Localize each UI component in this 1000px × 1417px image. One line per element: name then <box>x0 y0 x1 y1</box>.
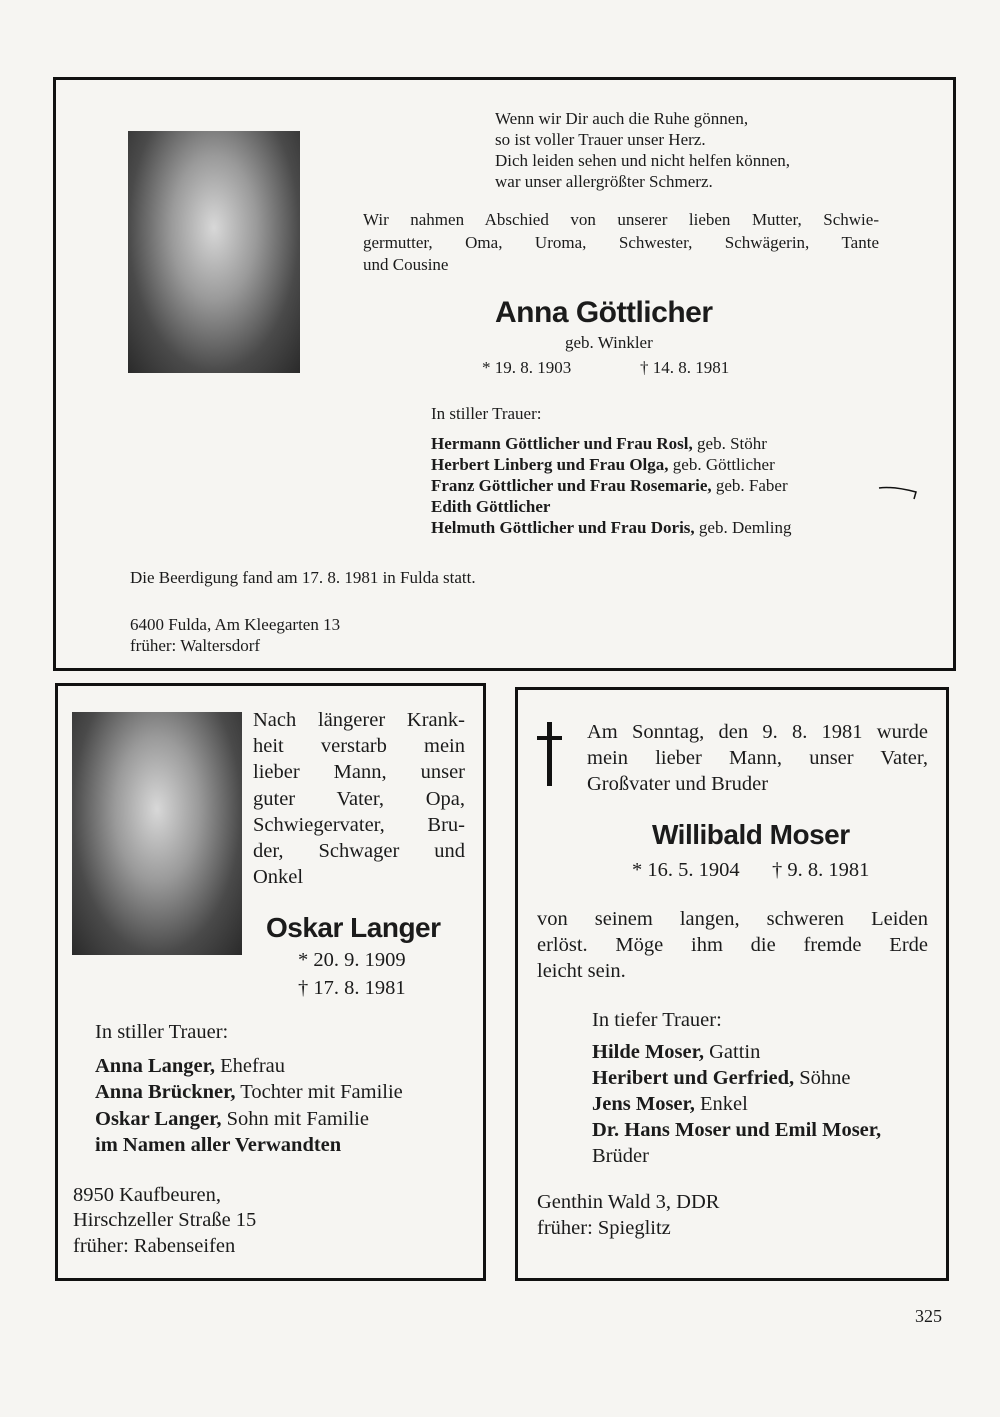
funeral-info: Die Beerdigung fand am 17. 8. 1981 in Fulda statt. <box>130 568 476 587</box>
mourner <box>431 475 788 496</box>
poem-line: Dich leiden sehen und nicht helfen können, <box>495 151 791 170</box>
address-line: früher: Rabenseifen <box>73 1235 236 1257</box>
mourner-relation: Brüder <box>592 1145 649 1167</box>
mourning-label: In stiller Trauer: <box>95 1021 229 1043</box>
poem-line: Wenn wir Dir auch die Ruhe gönnen, <box>495 109 749 128</box>
mourner-name: Dr. Hans Moser und Emil Moser, <box>592 1119 882 1141</box>
mourner <box>431 433 767 454</box>
mourner <box>592 1143 649 1169</box>
birth-date: * 16. 5. 1904 <box>632 859 740 881</box>
mourner-relation: Ehefrau <box>215 1055 285 1077</box>
text-line: heit verstarb mein <box>253 735 465 758</box>
birth-date: * 20. 9. 1909 <box>298 949 406 971</box>
address-line: 6400 Fulda, Am Kleegarten 13 <box>130 615 341 634</box>
mourner-name: Heribert und Gerfried, <box>592 1067 795 1089</box>
mourning-label: In stiller Trauer: <box>431 404 542 423</box>
mourner-name: Helmuth Göttlicher und Frau Doris, <box>431 518 695 537</box>
mourner <box>592 1065 850 1091</box>
deceased-name: Anna Göttlicher <box>495 296 713 329</box>
mourner-name: im Namen aller Verwandten <box>95 1133 342 1156</box>
mourner-name: Edith Göttlicher <box>431 497 551 516</box>
mourner-name: Oskar Langer, <box>95 1107 222 1130</box>
address-line: früher: Waltersdorf <box>130 636 261 655</box>
mourner-name: Franz Göttlicher und Frau Rosemarie, <box>431 476 712 495</box>
text-line: leicht sein. <box>537 960 626 982</box>
portrait-photo <box>128 131 300 373</box>
mourner <box>592 1039 760 1065</box>
mourner <box>431 496 550 517</box>
poem-line: so ist voller Trauer unser Herz. <box>495 130 706 149</box>
death-date: † 9. 8. 1981 <box>772 859 870 881</box>
text-line: Schwiegervater, Bru- <box>253 813 465 836</box>
text-line: guter Vater, Opa, <box>253 787 465 810</box>
text-line: Onkel <box>253 866 304 889</box>
mourner-name: Anna Brückner, <box>95 1081 236 1104</box>
text-line: der, Schwager und <box>253 840 465 862</box>
mourner-relation: geb. Stöhr <box>692 434 767 453</box>
address-line: Genthin Wald 3, DDR <box>537 1191 720 1213</box>
page-number: 325 <box>915 1306 942 1326</box>
death-date: † 17. 8. 1981 <box>298 977 406 999</box>
death-date: † 14. 8. 1981 <box>640 358 730 377</box>
mourning-label: In tiefer Trauer: <box>592 1009 722 1031</box>
intro-line: germutter, Oma, Uroma, Schwester, Schwägerin, Tante <box>363 233 879 252</box>
mourner <box>95 1053 285 1079</box>
deceased-name: Willibald Moser <box>652 819 850 850</box>
mourner-relation: geb. Göttlicher <box>668 455 775 474</box>
mourner-relation: Söhne <box>794 1067 851 1089</box>
portrait-photo <box>72 712 242 955</box>
mourner-name: Hermann Göttlicher und Frau Rosl, <box>431 434 693 453</box>
intro-line: und Cousine <box>363 255 449 274</box>
intro-line: Großvater und Bruder <box>587 773 769 795</box>
handwritten-mark <box>878 484 920 500</box>
birth-date: * 19. 8. 1903 <box>482 358 572 377</box>
intro-line: Am Sonntag, den 9. 8. 1981 wurde <box>587 721 928 743</box>
mourner <box>592 1091 748 1117</box>
mourner <box>431 517 791 538</box>
mourner-relation: Gattin <box>703 1041 761 1063</box>
mourner-name: Hilde Moser, <box>592 1041 704 1063</box>
mourner-name: Anna Langer, <box>95 1055 215 1077</box>
mourner <box>95 1106 369 1132</box>
mourner <box>95 1132 341 1158</box>
mourner-name: Herbert Linberg und Frau Olga, <box>431 455 669 474</box>
intro-line: Wir nahmen Abschied von unserer lieben Mutter, Schwie- <box>363 210 879 229</box>
maiden-name: geb. Winkler <box>565 333 653 352</box>
text-line: Nach längerer Krank- <box>253 709 465 731</box>
mourner <box>592 1117 881 1143</box>
text-line: lieber Mann, unser <box>253 761 465 784</box>
mourner-relation: geb. Demling <box>694 518 792 537</box>
mourner <box>431 454 775 475</box>
mourner-relation: Enkel <box>694 1093 748 1115</box>
address-line: früher: Spieglitz <box>537 1217 671 1239</box>
text-line: von seinem langen, schweren Leiden <box>537 908 928 930</box>
mourner-name: Jens Moser, <box>592 1093 695 1115</box>
mourner-relation: geb. Faber <box>711 476 788 495</box>
address-line: Hirschzeller Straße 15 <box>73 1209 257 1231</box>
deceased-name: Oskar Langer <box>266 912 441 943</box>
address-line: 8950 Kaufbeuren, <box>73 1184 222 1206</box>
mourner-relation: Sohn mit Familie <box>221 1107 369 1130</box>
text-line: erlöst. Möge ihm die fremde Erde <box>537 934 928 956</box>
mourner-relation: Tochter mit Familie <box>235 1081 403 1104</box>
intro-line: mein lieber Mann, unser Vater, <box>587 747 928 769</box>
mourner <box>95 1079 403 1105</box>
poem-line: war unser allergrößter Schmerz. <box>495 172 713 191</box>
